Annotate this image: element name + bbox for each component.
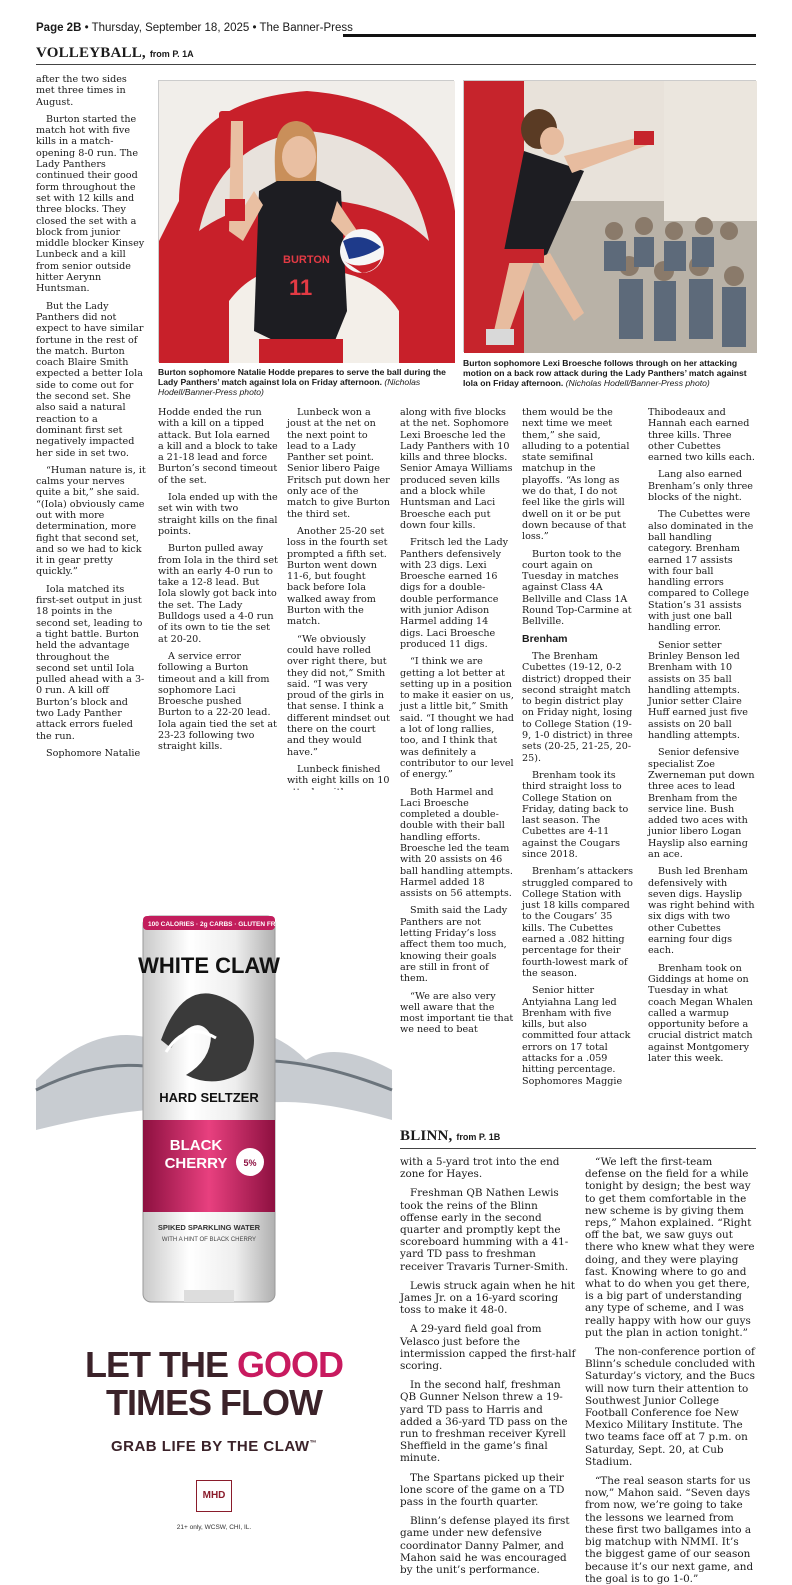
article-paragraph: Thibodeaux and Hannah each earned three kills. Three other Cubettes earned two kills each. bbox=[648, 407, 755, 464]
article-paragraph: Burton started the match hot with five kills in a match-opening 8-0 run. The Lady Panthers continued their good form throughout the set with 12 kills and three blocks. They closed the set with a block from junior middle blocker Kinsey Lunbeck and a kill from senior outside hitter Aerynn Huntsman. bbox=[36, 113, 145, 295]
folio-date: Thursday, September 18, 2025 bbox=[91, 22, 250, 34]
article-paragraph: Bush led Brenham defensively with seven digs. Hayslip was right behind with six digs with two other Cubettes earning four digs each. bbox=[648, 866, 755, 957]
article-paragraph: after the two sides met three times in August. bbox=[36, 74, 127, 108]
blinn-column-1 bbox=[400, 1156, 576, 1577]
can-sub-2: WITH A HINT OF BLACK CHERRY bbox=[161, 1237, 257, 1243]
article-paragraph: “I think we are getting a lot better at setting up in a position to make it easier on us, just a little bit,” Smith said. “I thought we had a lot of long rallies, too, and I think that was definitely a contributor to our level of energy.” bbox=[400, 656, 514, 781]
blinn-column-2 bbox=[585, 1156, 756, 1585]
ad-headline bbox=[36, 1346, 392, 1422]
article-paragraph: “The real season starts for us now,” Mahon said. “Seven days from now, we’re going to take the lessons we learned from these first two ballgames into a big matchup with NMMI. It’s the biggest game of our season because it’s our next game, and the goal is to go 1-0.” bbox=[585, 1475, 754, 1585]
jersey-name: BURTON bbox=[283, 254, 330, 266]
article-paragraph: Iola matched its first-set output in just 18 points in the second set, leading to a tight battle. Burton held the advantage throughout the second set until Iola pulled ahead with a 3-0 run. A kill off Burton’s block and two Lady Panther attack errors fueled the run. bbox=[36, 583, 145, 742]
folio-rule bbox=[343, 34, 756, 37]
article-paragraph: with a 5-yard trot into the end zone for Hayes. bbox=[400, 1156, 560, 1181]
ad-trademark: ™ bbox=[309, 1440, 318, 1447]
photo-broesche-caption bbox=[463, 358, 756, 388]
article-paragraph: The Brenham Cubettes (19-12, 0-2 district) dropped their second straight match to begin district play on Friday night, losing to College Station (19-9, 1-0 district) in three sets (20-25, 21-25, 20-25). bbox=[522, 650, 633, 764]
ad-headline-part-2: TIMES FLOW bbox=[106, 1382, 322, 1423]
article-paragraph: Freshman QB Nathen Lewis took the reins of the Blinn offense early in the second quarter and promptly kept the scoreboard humming with a 41-yard TD pass to freshman receiver Travaris Turner-Smith. bbox=[400, 1187, 569, 1273]
volleyball-column-2 bbox=[158, 407, 278, 785]
article-paragraph: “We are also very well aware that the most important tie that we need to beat bbox=[400, 990, 514, 1036]
article-paragraph: Senior defensive specialist Zoe Zwerneman put down three aces to lead Brenham from the service line. Bush added two aces with junior libero Logan Hayslip also earning an ace. bbox=[648, 747, 755, 860]
volleyball-jump-head: VOLLEYBALL, from P. 1A bbox=[36, 45, 194, 61]
article-paragraph: Burton pulled away from Iola in the third set with an early 4-0 run to take a 12-8 lead. But Iola slowly got back into the set. The Lady Bulldogs used a 4-0 run of its own to tie the set at 20-20. bbox=[158, 543, 278, 645]
article-paragraph: Sophomore Natalie bbox=[46, 747, 141, 759]
ad-headline-good: GOOD bbox=[236, 1344, 343, 1385]
volleyball-heading: VOLLEYBALL bbox=[36, 45, 142, 61]
white-claw-can-illustration bbox=[36, 790, 392, 1350]
ad-headline-part-1: LET THE bbox=[84, 1344, 237, 1385]
page-number: Page 2B bbox=[36, 22, 82, 34]
blinn-rule bbox=[400, 1148, 756, 1149]
volleyball-column-6 bbox=[648, 407, 756, 1115]
volleyball-jump-ref: from P. 1A bbox=[149, 49, 194, 59]
can-top-band: 100 CALORIES · 2g CARBS · GLUTEN FREE bbox=[148, 921, 285, 928]
article-paragraph: Senior setter Brinley Benson led Brenham with 10 assists on 35 ball handling attempts. Junior setter Claire Huff earned just five assists on 20 ball handling attempts. bbox=[648, 639, 748, 742]
article-paragraph: Lang also earned Brenham’s only three blocks of the night. bbox=[648, 469, 753, 504]
can-abv: 5% bbox=[243, 1158, 257, 1168]
volleyball-rule bbox=[36, 64, 756, 65]
article-paragraph: Another 25-20 set loss in the fourth set prompted a fifth set. Burton went down 11-6, but fought back before Iola walked away from Burton with the match. bbox=[287, 525, 388, 628]
folio-paper: The Banner-Press bbox=[259, 22, 353, 34]
article-paragraph: Smith said the Lady Panthers are not letting Friday’s loss affect them too much, knowing their goals are still in front of them. bbox=[400, 905, 508, 985]
caption-text: Burton sophomore Lexi Broesche follows through on her attacking motion on a back row attack during the Lady Panthers’ match against Iola on Friday afternoon. bbox=[463, 358, 747, 388]
article-paragraph: The Spartans picked up their lone score of the game on a TD pass in the fourth quarter. bbox=[400, 1471, 565, 1509]
can-sub-1: SPIKED SPARKLING WATER bbox=[157, 1223, 261, 1232]
article-paragraph: The non-conference portion of Blinn’s schedule concluded with Saturday’s victory, and the Bucs will now turn their attention to Southwest Junior College Football Conference foe New Mexico Military Institute. The two teams face off at 7 p.m. on Saturday, Sept. 20, at Cub Stadium. bbox=[585, 1346, 756, 1468]
photo-credit: (Nicholas Hodell/Banner-Press photo) bbox=[565, 378, 710, 388]
article-paragraph: Iola ended up with the set win with two straight kills on the final points. bbox=[158, 492, 278, 537]
photo-hodde-image bbox=[159, 81, 455, 363]
photo-hodde-caption bbox=[158, 367, 454, 397]
photo-hodde bbox=[158, 80, 454, 362]
can-brand-sub: HARD SELTZER bbox=[159, 1090, 259, 1105]
article-paragraph: Lunbeck won a joust at the net on the next point to lead to a Lady Panther set point. Senior libero Paige Fritsch put down her only ace of the match to give Burton the third set. bbox=[287, 407, 390, 520]
volleyball-column-1 bbox=[36, 74, 146, 786]
volleyball-column-3 bbox=[287, 407, 391, 785]
article-paragraph: Lewis struck again when he hit James Jr. on a 16-yard scoring toss to make it 48-0. bbox=[400, 1279, 575, 1317]
article-paragraph: In the second half, freshman QB Gunner Nelson threw a 19-yard TD pass to Harris and added a 36-yard TD pass on the run to freshman receiver Kyrell Sheffield in the game’s final minute. bbox=[400, 1379, 568, 1465]
article-paragraph: Brenham took on Giddings at home on Tuesday in what coach Megan Whalen called a warmup opportunity before a crucial district match against Montgomery later this week. bbox=[648, 962, 753, 1065]
can-flavor-2: CHERRY bbox=[164, 1155, 228, 1172]
white-claw-ad[interactable] bbox=[36, 790, 392, 1542]
article-paragraph: Senior hitter Antyiahna Lang led Brenham with five kills, but also committed four attack errors on 17 total attacks for a .059 hitting percentage. Sophomores Maggie bbox=[522, 985, 631, 1087]
article-paragraph: “Human nature is, it calms your nerves quite a bit,” she said. “(Iola) obviously came out with more determination, more fight that second set, and so we had to kick it in gear pretty quickly.” bbox=[36, 464, 146, 578]
article-paragraph: Lunbeck finished with eight kills on 10 bbox=[287, 763, 390, 787]
ad-tagline bbox=[36, 1438, 392, 1455]
article-paragraph: Fritsch led the Lady Panthers defensively with 23 digs. Lexi Broesche earned 16 digs for a double-double performance with junior Adison Harmel adding 14 digs. Laci Broesche produced 11 digs. bbox=[400, 537, 509, 650]
blinn-heading: BLINN bbox=[400, 1128, 449, 1144]
article-paragraph: “We left the first-team defense on the field for a while tonight by design; the best way to get them comfortable in the new scheme is by giving them reps,” Mahon explained. “Right off the bat, we saw guys out there who knew what they were doing, and they were playing fast. Knowing where to go and what to do when you get there, is a big part of understanding any type of scheme, and I was really happy with how our guys put the plan in action tonight.” bbox=[585, 1156, 755, 1339]
ad-fine-print: 21+ only, WCSW, CHI, IL. bbox=[176, 1524, 252, 1531]
article-paragraph: A 29-yard field goal from Velasco just before the intermission capped the first-half scoring. bbox=[400, 1323, 576, 1373]
brenham-subhead: Brenham bbox=[522, 632, 568, 645]
article-paragraph: “We obviously could have rolled over right there, but they did not,” Smith said. “I was very proud of the girls in that sense. I think a different mindset out there on the court and they would have.” bbox=[287, 633, 390, 758]
distributor-logo-text: MHD bbox=[202, 1490, 226, 1501]
caption-text: Burton sophomore Natalie Hodde prepares to serve the ball during the Lady Panthers’ match against Iola on Friday afternoon. bbox=[158, 367, 446, 387]
volleyball-column-5 bbox=[522, 407, 636, 1115]
photo-credit: (Nicholas Hodell/Banner-Press photo) bbox=[158, 377, 421, 397]
distributor-logo bbox=[196, 1480, 232, 1512]
photo-broesche bbox=[463, 80, 756, 352]
article-paragraph: Hodde ended the run with a kill on a tipped attack. But Iola earned a kill and a block to take a 21-18 lead and force Burton’s second timeout of the set. bbox=[158, 407, 278, 486]
ad-tagline-text: GRAB LIFE BY THE CLAW bbox=[110, 1438, 310, 1455]
blinn-jump-ref: from P. 1B bbox=[456, 1132, 501, 1142]
can-flavor-1: BLACK bbox=[169, 1137, 223, 1154]
article-paragraph: along with five blocks at the net. Sophomore Lexi Broesche led the Lady Panthers with 10 kills and three blocks. Senior Amaya Williams produced seven kills and a block while Huntsman and Laci Broesche each put down four kills. bbox=[400, 407, 513, 531]
jersey-number: 11 bbox=[289, 275, 313, 300]
article-paragraph: The Cubettes were also dominated in the ball handling category. Brenham earned 17 assists with four ball handling errors compared to College Station’s 31 assists with just one ball handling error. bbox=[648, 509, 754, 634]
article-paragraph: But the Lady Panthers did not expect to have similar fortune in the rest of the match. Burton coach Blaire Smith expected a better Iola side to come out for the second set. She also said a natural reaction to a dominant first set negatively impacted her side in set two. bbox=[36, 300, 144, 459]
article-paragraph: them would be the next time we meet them,” she said, alluding to a potential state semifinal matchup in the playoffs. “As long as we do that, I do not feel like the girls will dwell on it or be put down because of that loss.” bbox=[522, 407, 630, 543]
blinn-jump-head: BLINN, from P. 1B bbox=[400, 1128, 501, 1144]
photo-broesche-image bbox=[464, 81, 757, 353]
article-paragraph: Both Harmel and Laci Broesche completed a double-double with their ball handling efforts. Broesche led the team with 20 assists on 46 ball handling attempts. Harmel added 18 assists on 56 attempts. bbox=[400, 786, 513, 900]
volleyball-column-4 bbox=[400, 407, 514, 1115]
article-paragraph: Brenham took its third straight loss to College Station on Friday, dating back to last season. The Cubettes are 4-11 against the Cougars since 2018. bbox=[522, 769, 629, 860]
article-paragraph: Blinn’s defense played its first game under new defensive coordinator Danny Palmer, and Mahon said he was encouraged by the unit’s performance. bbox=[400, 1515, 570, 1577]
can-brand: WHITE CLAW bbox=[138, 953, 280, 978]
page-folio: Page 2B • Thursday, September 18, 2025 • The Banner-Press bbox=[36, 22, 353, 34]
article-paragraph: A service error following a Burton timeout and a kill from sophomore Laci Broesche pushed Burton to a 22-20 lead. Iola again tied the set at 23-23 following two straight kills. bbox=[158, 650, 277, 753]
article-paragraph: Burton took to the court again on Tuesday in matches against Class 4A Bellville and Class 1A Round Top-Carmine at Bellville. bbox=[522, 548, 632, 628]
article-paragraph: Brenham’s attackers struggled compared to College Station with just 18 kills compared to the Cougars’ 35 kills. The Cubettes earned a .082 hitting percentage for their fourth-lowest mark of the season. bbox=[522, 866, 634, 979]
